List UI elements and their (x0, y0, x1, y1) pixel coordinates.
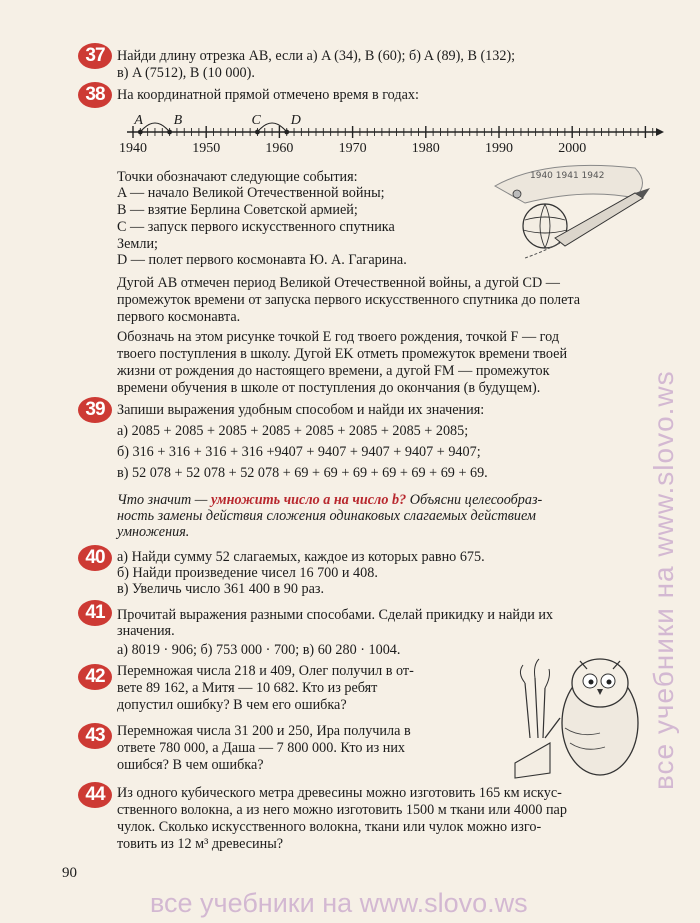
event-point-label: A (134, 113, 143, 128)
task-40-b: б) Найди произведение чисел 16 700 и 408. (117, 565, 378, 581)
question-start: Что значит — (117, 492, 211, 508)
task-39-badge: 39 (78, 397, 112, 423)
task-38-paragraph-2 (117, 329, 667, 397)
task-41-line-1: Прочитай выражения разными способами. Сделай прикидку и найди их (117, 607, 554, 623)
task-44-badge: 44 (78, 782, 112, 808)
task-40-badge: 40 (78, 545, 112, 571)
space-rocket-globe-illustration (485, 158, 655, 263)
p2-line: жизни от рождения до настоящего времени, а дугой FM — промежуток (117, 363, 550, 379)
task-39-expr-b: б) 316 + 316 + 316 + 316 +9407 + 9407 + 9407 + 9407 + 9407; (117, 444, 481, 460)
p2-line: времени обучения в школе от поступления до окончания (в будущем). (117, 380, 541, 396)
event-point-label: C (251, 113, 261, 128)
event-point-label: D (290, 113, 301, 128)
task-39-expr-c: в) 52 078 + 52 078 + 52 078 + 69 + 69 + 69 + 69 + 69 + 69 + 69. (117, 465, 488, 481)
axis-tick-label: 1990 (485, 141, 513, 156)
task-37-line-1: Найди длину отрезка AB, если а) A (34), B (60); б) A (89), B (132); (117, 48, 516, 64)
task-43-badge: 43 (78, 723, 112, 749)
question-highlight: умножить число a на число b? (210, 492, 407, 508)
task-38-paragraph-1 (117, 275, 667, 326)
bottom-watermark: все учебники на www.slovo.ws (150, 888, 528, 918)
axis-tick-label: 1980 (411, 141, 440, 156)
owl-reading-illustration (505, 643, 655, 783)
axis-tick-label: 1950 (192, 141, 221, 156)
timeline-number-line (0, 104, 700, 160)
event-point (284, 130, 289, 135)
task-44-line-2: ственного волокна, а из него можно изготовить 1500 м ткани или 4000 пар (117, 802, 567, 818)
side-watermark: все учебники на www.slovo.ws (648, 370, 679, 790)
page-number: 90 (62, 865, 77, 881)
event-c-line-2: Земли; (117, 236, 158, 252)
task-37-badge: 37 (78, 43, 112, 69)
p1-line: промежуток времени от запуска первого искусственного спутника до полета (117, 292, 581, 308)
event-c-line-1: C — запуск первого искусственного спутника (117, 219, 395, 235)
axis-tick-label: 2000 (558, 141, 587, 156)
task-40-c: в) Увеличь число 361 400 в 90 раз. (117, 581, 325, 597)
task-43-line-3: ошибся? В чем ошибка? (117, 757, 264, 773)
task-43-line-1: Перемножая числа 31 200 и 250, Ира получила в (117, 723, 411, 739)
svg-text:1940 1941 1942: 1940 1941 1942 (530, 171, 605, 181)
task-38-badge: 38 (78, 82, 112, 108)
task-39-line-1: Запиши выражения удобным способом и найди их значения: (117, 402, 485, 418)
task-39-expr-a: а) 2085 + 2085 + 2085 + 2085 + 2085 + 2085 + 2085 + 2085; (117, 423, 469, 439)
axis-tick-label: 1970 (338, 141, 367, 156)
event-point (138, 130, 143, 135)
p1-line: первого космонавта. (117, 309, 241, 325)
event-point (255, 130, 260, 135)
task-41-line-2: значения. (117, 623, 175, 639)
task-44-line-4: товить из 12 м³ древесины? (117, 836, 284, 852)
task-41-line-3: а) 8019 · 906; б) 753 000 · 700; в) 60 280 · 1004. (117, 642, 401, 658)
axis-tick-label: 1960 (265, 141, 294, 156)
task-42-line-3: допустил ошибку? В чем его ошибка? (117, 697, 347, 713)
task-43-line-2: ответе 780 000, а Даша — 7 800 000. Кто из них (117, 740, 406, 756)
p2-line: твоего поступления в школу. Дугой EK отметь промежуток времени твоей (117, 346, 568, 362)
p1-line: Дугой AB отмечен период Великой Отечественной войны, а дугой CD — (117, 275, 560, 291)
event-point (167, 130, 172, 135)
event-d: D — полет первого космонавта Ю. А. Гагарина. (117, 252, 407, 268)
task-39-question-line-2: ность замены действия сложения одинаковых слагаемых действием (117, 508, 536, 524)
task-42-badge: 42 (78, 664, 112, 690)
axis-tick-label: 1940 (119, 141, 147, 156)
task-40-a: а) Найди сумму 52 слагаемых, каждое из которых равно 675. (117, 549, 485, 565)
task-44-line-3: чулок. Сколько искусственного волокна, ткани или чулок можно изго- (117, 819, 542, 835)
question-end: Объясни целесообраз- (406, 492, 543, 508)
task-39-question-line-1 (117, 492, 542, 509)
task-42-line-2: вете 89 162, а Митя — 10 682. Кто из ребят (117, 680, 378, 696)
event-b: B — взятие Берлина Советской армией; (117, 202, 358, 218)
task-37-line-2: в) A (7512), B (10 000). (117, 65, 255, 81)
task-39-question-line-3: умножения. (117, 524, 190, 540)
p2-line: Обозначь на этом рисунке точкой E год твоего рождения, точкой F — год (117, 329, 560, 345)
event-a: A — начало Великой Отечественной войны; (117, 185, 385, 201)
task-38-line-1: На координатной прямой отмечено время в годах: (117, 87, 419, 103)
task-44-line-1: Из одного кубического метра древесины можно изготовить 165 км искус- (117, 785, 562, 801)
event-point-label: B (173, 113, 183, 128)
task-42-line-1: Перемножая числа 218 и 409, Олег получил в от- (117, 663, 414, 679)
task-41-badge: 41 (78, 600, 112, 626)
events-intro: Точки обозначают следующие события: (117, 169, 358, 185)
